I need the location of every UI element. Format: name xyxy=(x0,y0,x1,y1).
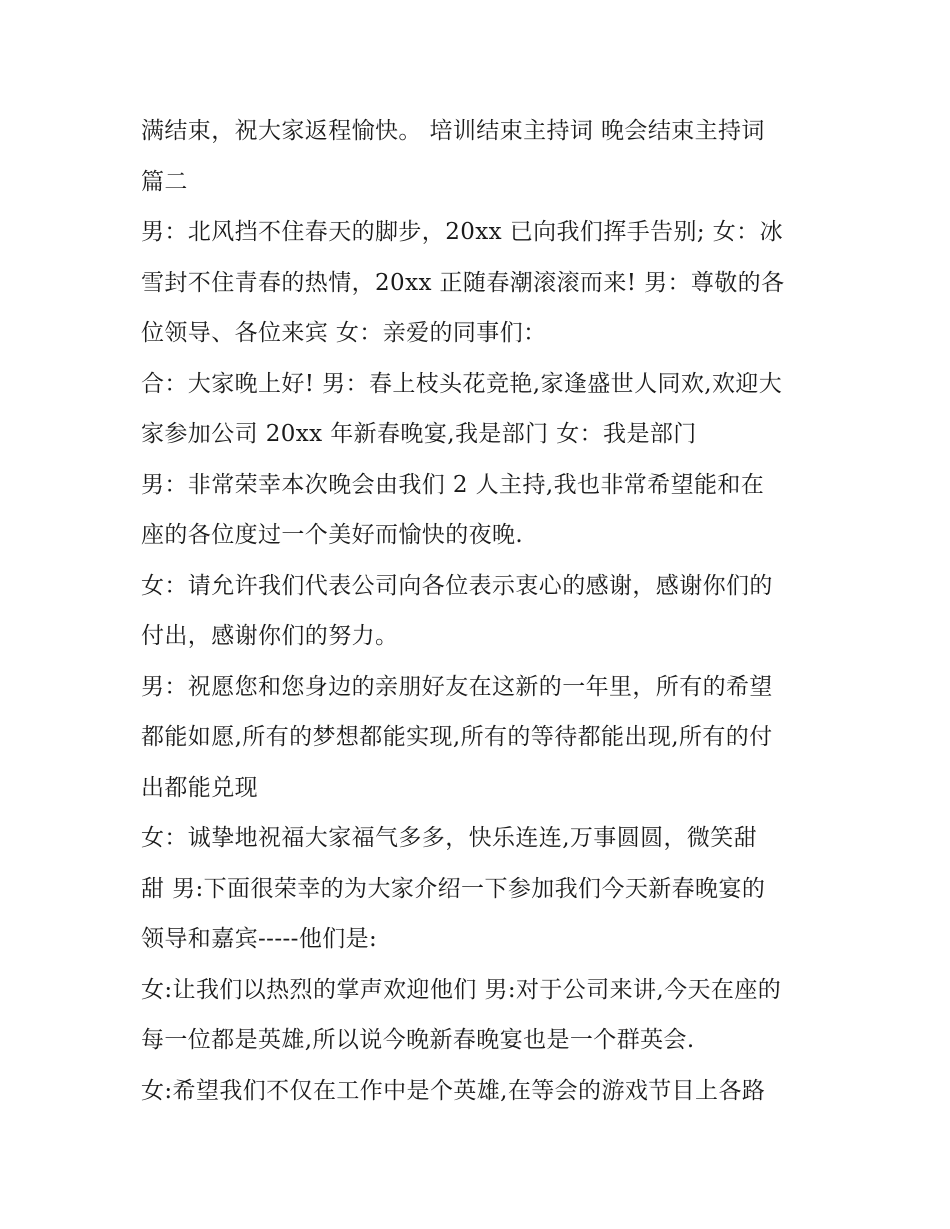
text-line: 都能如愿,所有的梦想都能实现,所有的等待都能出现,所有的付 xyxy=(141,724,773,750)
document-body xyxy=(141,106,821,1116)
text-line: 女：请允许我们代表公司向各位表示衷心的感谢，感谢你们的 xyxy=(141,572,773,599)
text-line: 出都能兑现 xyxy=(141,774,258,801)
text-line: 合：大家晚上好! 男：春上枝头花竞艳,家逢盛世人同欢,欢迎大 xyxy=(141,370,783,397)
text-line: 男：非常荣幸本次晚会由我们 2 人主持,我也非常希望能和在 xyxy=(141,471,765,498)
text-line: 领导和嘉宾-----他们是: xyxy=(141,926,378,952)
text-line: 雪封不住青春的热情，20xx 正随春潮滚滚而来! 男：尊敬的各 xyxy=(141,269,785,296)
text-line: 每一位都是英雄,所以说今晚新春晚宴也是一个群英会. xyxy=(141,1027,695,1053)
text-line: 满结束，祝大家返程愉快。 培训结束主持词 晚会结束主持词 xyxy=(141,118,765,144)
text-line: 女:让我们以热烈的掌声欢迎他们 男:对于公司来讲,今天在座的 xyxy=(141,976,782,1003)
text-line: 篇二 xyxy=(141,168,188,195)
text-line: 男：北风挡不住春天的脚步，20xx 已向我们挥手告别; 女：冰 xyxy=(141,219,783,245)
text-line: 位领导、各位来宾 女：亲爱的同事们： xyxy=(141,320,547,346)
text-line: 座的各位度过一个美好而愉快的夜晚. xyxy=(141,522,524,548)
text-line: 女:希望我们不仅在工作中是个英雄,在等会的游戏节目上各路 xyxy=(141,1077,766,1104)
text-line: 女：诚挚地祝福大家福气多多，快乐连连,万事圆圆，微笑甜 xyxy=(141,825,758,851)
text-line: 甜 男:下面很荣幸的为大家介绍一下参加我们今天新春晚宴的 xyxy=(141,875,766,902)
text-line: 付出，感谢你们的努力。 xyxy=(141,623,399,649)
text-line: 男：祝愿您和您身边的亲朋好友在这新的一年里，所有的希望 xyxy=(141,673,773,700)
text-line: 家参加公司 20xx 年新春晚宴,我是部门 女：我是部门 xyxy=(141,421,697,447)
